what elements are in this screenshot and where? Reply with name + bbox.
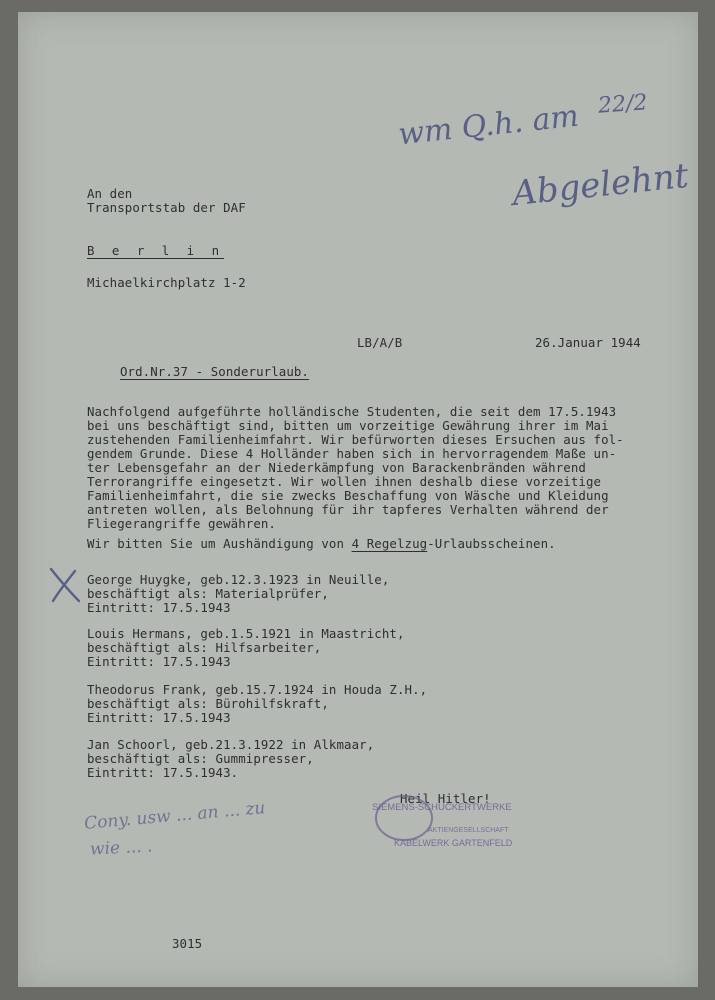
student-name-line: George Huygke, geb.12.3.1923 in Neuille, bbox=[87, 572, 390, 587]
stamp-line-3: KABELWERK GARTENFELD bbox=[394, 838, 513, 848]
handwritten-note-bottom-2: wie ... . bbox=[89, 836, 153, 860]
body-line: Familienheimfahrt, die sie zwecks Beschaffung von Wäsche und Kleidung bbox=[87, 488, 609, 503]
request-line bbox=[87, 536, 556, 551]
address-line-1: An den bbox=[87, 186, 133, 201]
request-count: 4 Regelzug bbox=[351, 536, 428, 551]
student-entry-date: Eintritt: 17.5.1943 bbox=[87, 710, 231, 725]
company-stamp bbox=[372, 788, 552, 868]
page-number: 3015 bbox=[172, 936, 203, 951]
pencil-x-mark bbox=[45, 565, 85, 605]
student-name-line: Theodorus Frank, geb.15.7.1924 in Houda Z.H., bbox=[87, 682, 428, 697]
body-line: Nachfolgend aufgeführte holländische Studenten, die seit dem 17.5.1943 bbox=[87, 404, 617, 419]
handwritten-decision: Abgelehnt bbox=[510, 155, 691, 215]
body-line: zustehenden Familienheimfahrt. Wir befürworten dieses Ersuchen aus fol- bbox=[87, 432, 624, 447]
closing-greeting: Heil Hitler! bbox=[400, 791, 491, 806]
student-entry-date: Eintritt: 17.5.1943 bbox=[87, 600, 231, 615]
request-suffix: -Urlaubsscheinen. bbox=[427, 536, 556, 551]
body-line: antreten wollen, als Belohnung für ihr tapferes Verhalten während der bbox=[87, 502, 609, 517]
body-line: gendem Grunde. Diese 4 Holländer haben sich in hervorragendem Maße un- bbox=[87, 446, 617, 461]
handwritten-note-top: wm Q.h. am bbox=[396, 98, 581, 153]
address-street: Michaelkirchplatz 1-2 bbox=[87, 275, 246, 290]
student-job-line: beschäftigt als: Materialprüfer, bbox=[87, 586, 329, 601]
student-job-line: beschäftigt als: Bürohilfskraft, bbox=[87, 696, 329, 711]
student-job-line: beschäftigt als: Hilfsarbeiter, bbox=[87, 640, 322, 655]
body-line: Fliegerangriffe gewähren. bbox=[87, 516, 276, 531]
body-line: Terrorangriffe eingesetzt. Wir wollen ihnen deshalb diese vorzeitige bbox=[87, 474, 602, 489]
student-entry-date: Eintritt: 17.5.1943. bbox=[87, 765, 239, 780]
letter-date: 26.Januar 1944 bbox=[535, 335, 641, 350]
body-line: bei uns beschäftigt sind, bitten um vorzeitige Gewährung ihrer im Mai bbox=[87, 418, 609, 433]
student-name-line: Louis Hermans, geb.1.5.1921 in Maastricht, bbox=[87, 626, 405, 641]
address-city: B e r l i n bbox=[87, 243, 225, 258]
student-entry-date: Eintritt: 17.5.1943 bbox=[87, 654, 231, 669]
request-prefix: Wir bitten Sie um Aushändigung von bbox=[87, 536, 352, 551]
student-job-line: beschäftigt als: Gummipresser, bbox=[87, 751, 314, 766]
body-line: ter Lebensgefahr an der Niederkämpfung von Barackenbränden während bbox=[87, 460, 586, 475]
address-line-2: Transportstab der DAF bbox=[87, 200, 246, 215]
student-name-line: Jan Schoorl, geb.21.3.1922 in Alkmaar, bbox=[87, 737, 375, 752]
stamp-line-2: AKTIENGESELLSCHAFT bbox=[428, 827, 509, 834]
handwritten-date: 22/2 bbox=[597, 90, 649, 119]
reference-code: LB/A/B bbox=[357, 335, 403, 350]
handwritten-note-bottom-1: Cony. usw ... an ... zu bbox=[83, 798, 267, 834]
subject-line: Ord.Nr.37 - Sonderurlaub. bbox=[120, 364, 309, 379]
stamp-line-1: SIEMENS-SCHUCKERTWERKE bbox=[372, 802, 512, 813]
